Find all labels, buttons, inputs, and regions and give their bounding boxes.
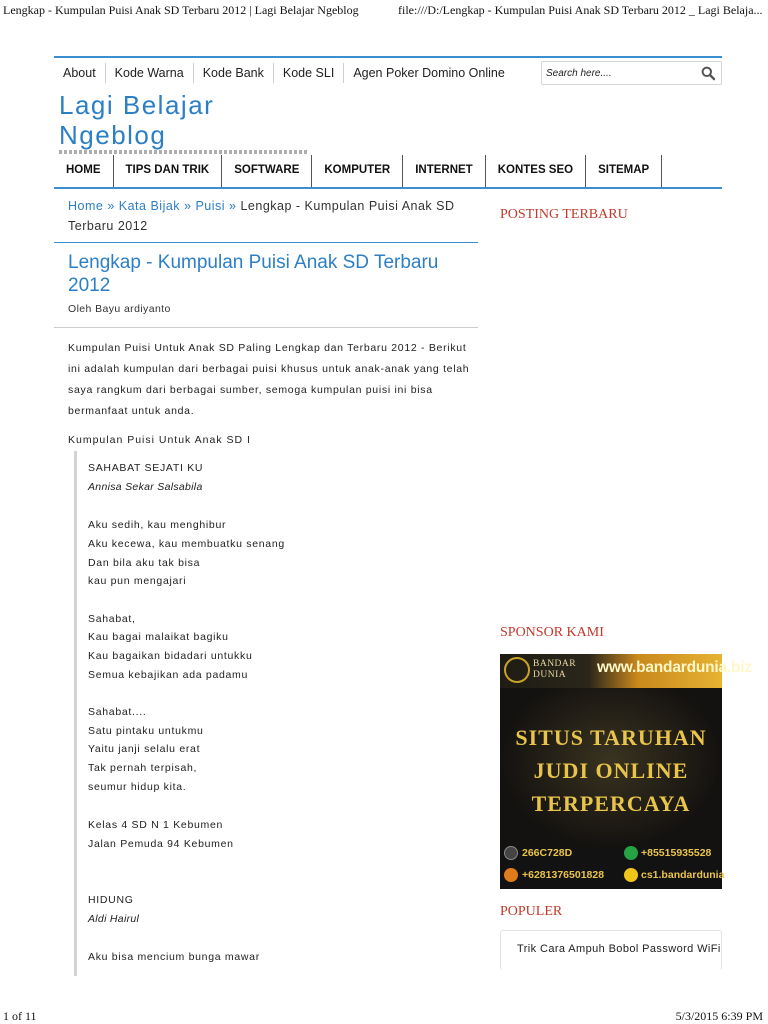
print-footer [0, 1008, 768, 1024]
main-nav-sitemap[interactable]: SITEMAP [586, 155, 662, 187]
print-page-number: 1 of 11 [3, 1009, 37, 1023]
populer-item[interactable]: Trik Cara Ampuh Bobol Password WiFi [517, 943, 721, 955]
sidebar-heading-sponsor: SPONSOR KAMI [500, 625, 604, 640]
poem-line: Satu pintaku untukmu [88, 725, 204, 737]
print-file-path: file:///D:/Lengkap - Kumpulan Puisi Anak SD Terbaru 2012 _ Lagi Belaja... [398, 3, 763, 17]
post-title: Lengkap - Kumpulan Puisi Anak SD Terbaru 2012 [68, 252, 439, 296]
breadcrumb-separator: » [229, 199, 237, 213]
poem-line: Tak pernah terpisah, [88, 762, 198, 774]
top-nav-kode-bank[interactable]: Kode Bank [194, 63, 274, 83]
poem-line: Aku sedih, kau menghibur [88, 519, 227, 531]
poem-title: SAHABAT SEJATI KU [88, 462, 204, 474]
breadcrumb-separator: » [107, 199, 115, 213]
poem-line: Yaitu janji selalu erat [88, 743, 201, 755]
main-nav-software[interactable]: SOFTWARE [222, 155, 312, 187]
banner-whatsapp: +85515935528 [641, 847, 712, 859]
sponsor-banner[interactable] [500, 654, 752, 889]
breadcrumb-current: Lengkap - Kumpulan Puisi Anak SD Terbaru 2012 [68, 199, 455, 233]
search-icon[interactable] [701, 66, 715, 80]
poem-line: Sahabat, [88, 613, 136, 625]
bbm-icon [504, 846, 518, 860]
post-header-divider [54, 327, 478, 328]
banner-brand [533, 659, 576, 681]
poem-line: Kau bagai malaikat bagiku [88, 631, 229, 643]
poem-title: HIDUNG [88, 894, 134, 906]
top-nav-about[interactable]: About [54, 63, 106, 83]
poem-author: Annisa Sekar Salsabila [88, 481, 203, 493]
banner-brand-line: BANDAR [533, 659, 577, 669]
poem-line: Jalan Pemuda 94 Kebumen [88, 838, 234, 850]
whatsapp-icon [624, 846, 638, 860]
banner-url: www.bandardunia.biz [597, 659, 752, 676]
top-accent-rule [54, 56, 722, 58]
site-tagline-cropped [59, 150, 309, 154]
poem-line: Kelas 4 SD N 1 Kebumen [88, 819, 224, 831]
top-nav-agen-poker[interactable]: Agen Poker Domino Online [353, 66, 505, 80]
poem-line: kau pun mengajari [88, 575, 187, 587]
banner-phone: +6281376501828 [522, 869, 605, 881]
banner-headline-3: TERPERCAYA [531, 791, 691, 816]
search-box [541, 61, 722, 85]
search-input[interactable] [546, 65, 696, 82]
print-datetime: 5/3/2015 6:39 PM [675, 1009, 763, 1023]
breadcrumb-separator: » [184, 199, 192, 213]
phone-icon [504, 868, 518, 882]
poem-author: Aldi Hairul [88, 913, 140, 925]
poem-line: Sahabat.... [88, 706, 147, 718]
print-header [0, 0, 768, 22]
main-nav-komputer[interactable]: KOMPUTER [312, 155, 403, 187]
poem-line: Aku kecewa, kau membuatku senang [88, 538, 285, 550]
poem-section-heading: Kumpulan Puisi Untuk Anak SD I [68, 434, 251, 446]
banner-headline-1: SITUS TARUHAN [515, 725, 707, 750]
top-nav-kode-sli[interactable]: Kode SLI [274, 63, 344, 83]
breadcrumb-puisi[interactable]: Puisi [195, 199, 226, 213]
main-nav-tips-dan-trik[interactable]: TIPS DAN TRIK [114, 155, 223, 187]
main-nav [54, 155, 722, 189]
poem-line: Dan bila aku tak bisa [88, 557, 201, 569]
banner-brand-line: DUNIA [533, 670, 567, 680]
breadcrumb-home[interactable]: Home [68, 199, 104, 213]
post-author: Oleh Bayu ardiyanto [68, 303, 171, 315]
main-nav-home[interactable]: HOME [54, 155, 114, 187]
poem-line: Semua kebajikan ada padamu [88, 669, 249, 681]
main-nav-kontes-seo[interactable]: KONTES SEO [486, 155, 586, 187]
poem-line: Aku bisa mencium bunga mawar [88, 951, 260, 963]
poem-line: Kau bagaikan bidadari untukku [88, 650, 253, 662]
chat-icon [624, 868, 638, 882]
sidebar-heading-posting-terbaru: POSTING TERBARU [500, 207, 628, 222]
post-intro: Kumpulan Puisi Untuk Anak SD Paling Lengkap dan Terbaru 2012 - Berikut ini adalah kumpulan dari berbagai puisi khusus untuk anak-anak yang telah saya rangkum dari berbagai sumber, semoga kumpulan puisi ini bisa bermanfaat untuk anda. [68, 342, 470, 417]
banner-headline-2: JUDI ONLINE [533, 758, 689, 783]
breadcrumb-divider [54, 242, 478, 243]
site-title[interactable]: Lagi Belajar Ngeblog [59, 90, 215, 150]
top-nav-kode-warna[interactable]: Kode Warna [106, 63, 194, 83]
banner-chat: cs1.bandardunia [641, 869, 725, 881]
main-nav-internet[interactable]: INTERNET [403, 155, 486, 187]
top-nav [54, 62, 514, 84]
poem-blockquote [74, 451, 478, 976]
banner-logo-icon [504, 657, 530, 683]
poem-line: seumur hidup kita. [88, 781, 187, 793]
breadcrumb [68, 196, 474, 236]
breadcrumb-kata-bijak[interactable]: Kata Bijak [118, 199, 181, 213]
banner-bbm: 266C728D [522, 847, 573, 859]
sidebar-heading-populer: POPULER [500, 904, 563, 919]
print-page-title: Lengkap - Kumpulan Puisi Anak SD Terbaru 2012 | Lagi Belajar Ngeblog [3, 3, 359, 17]
